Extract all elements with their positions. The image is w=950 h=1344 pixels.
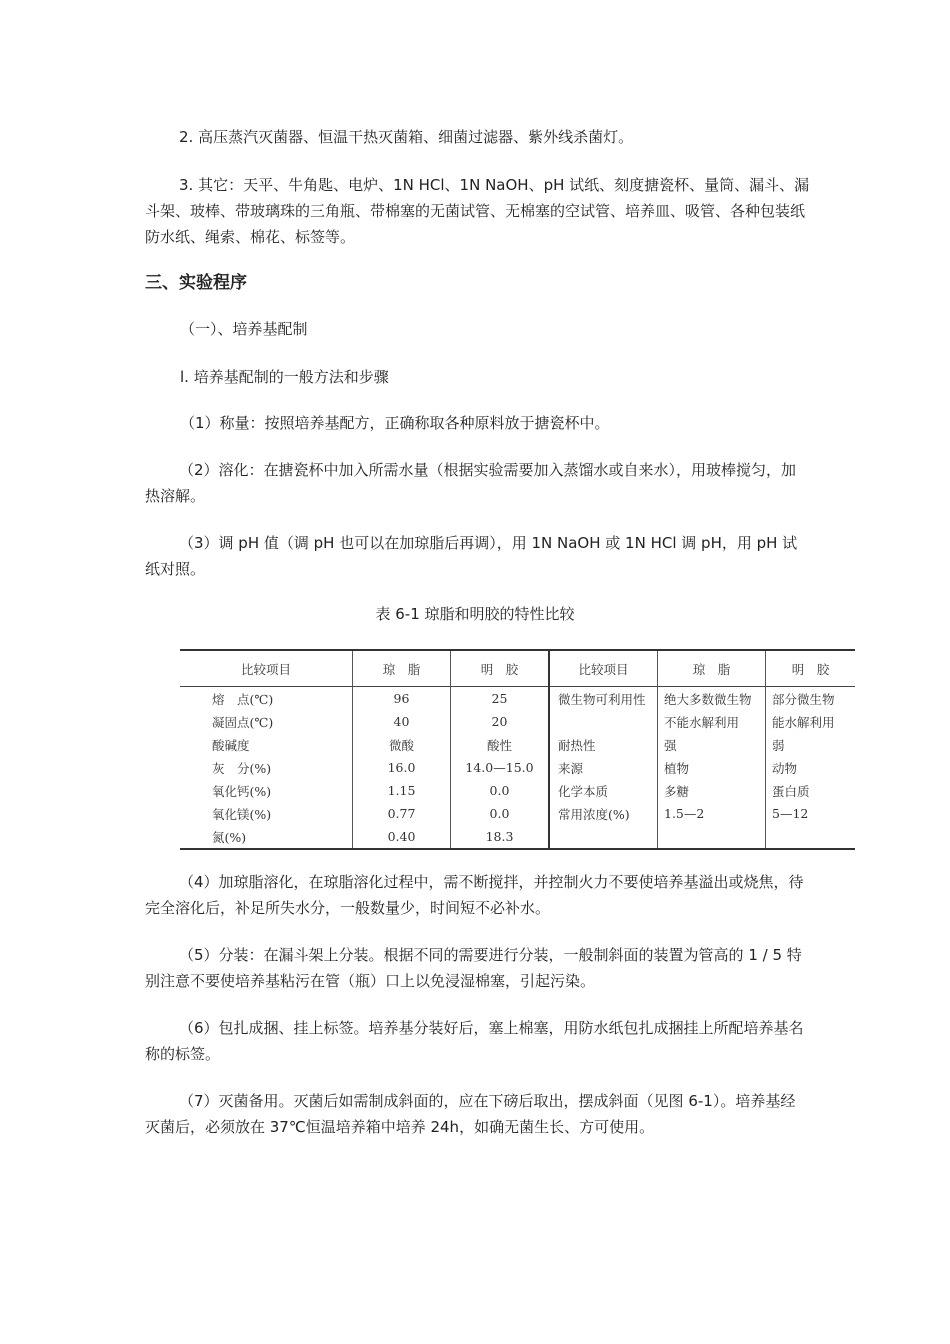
table-row <box>180 802 855 825</box>
table-cell: 40 <box>353 710 451 733</box>
table-cell: 0.0 <box>451 802 550 825</box>
header-cell: 琼 脂 <box>353 650 451 687</box>
table-cell: 20 <box>451 710 550 733</box>
header-cell: 比较项目 <box>180 650 353 687</box>
table-cell: 灰 分(%) <box>212 760 272 776</box>
table-cell: 常用浓度(%) <box>549 802 658 825</box>
header-cell: 明 胶 <box>451 650 550 687</box>
section-heading: 三、实验程序 <box>145 273 247 293</box>
table-cell: 来源 <box>549 756 658 779</box>
table-row <box>180 733 855 756</box>
table-cell: 能水解利用 <box>766 710 856 733</box>
paragraph-equipment-2: 2. 高压蒸汽灭菌器、恒温干热灭菌箱、细菌过滤器、紫外线杀菌灯。 <box>179 128 634 146</box>
table-cell: 绝大多数微生物 <box>658 687 766 711</box>
table-cell: 0.77 <box>353 802 451 825</box>
step-2: （2）溶化：在搪瓷杯中加入所需水量（根据实验需要加入蒸馏水或自来水），用玻棒搅匀，加热溶解。 <box>145 461 797 505</box>
table-row <box>180 687 855 711</box>
step-4: （4）加琼脂溶化，在琼脂溶化过程中，需不断搅拌，并控制火力不要使培养基溢出或烧焦，待完全溶化后，补足所失水分，一般数量少，时间短不必补水。 <box>145 873 804 917</box>
table-cell <box>549 710 658 733</box>
table-cell: 14.0—15.0 <box>451 756 550 779</box>
table-cell: 动物 <box>766 756 856 779</box>
step-list-title: l. 培养基配制的一般方法和步骤 <box>180 368 389 386</box>
table-cell: 不能水解利用 <box>658 710 766 733</box>
table-cell: 熔 点(℃) <box>212 691 274 707</box>
table-cell: 部分微生物 <box>766 687 856 711</box>
table-cell: 0.0 <box>451 779 550 802</box>
table-cell: 1.5—2 <box>658 802 766 825</box>
table-cell: 酸碱度 <box>212 737 250 753</box>
table-row <box>180 779 855 802</box>
table-cell: 氧化钙(%) <box>212 783 272 799</box>
table-cell: 氧化镁(%) <box>212 806 272 822</box>
table-cell: 多糖 <box>658 779 766 802</box>
table-header-row <box>180 650 855 687</box>
paragraph-equipment-3: 3. 其它：天平、牛角匙、电炉、1N HCl、1N NaOH、pH 试纸、刻度搪瓷杯、量筒、漏斗、漏斗架、玻棒、带玻璃珠的三角瓶、带棉塞的无菌试管、无棉塞的空试管、培养皿、吸管、各种包装纸防水纸、绳索、棉花、标签等。 <box>145 176 810 246</box>
table-cell: 16.0 <box>353 756 451 779</box>
table-cell: 强 <box>658 733 766 756</box>
table-cell: 蛋白质 <box>766 779 856 802</box>
table-cell <box>766 825 856 849</box>
table-caption: 表 6-1 琼脂和明胶的特性比较 <box>375 605 575 623</box>
table-cell: 酸性 <box>451 733 550 756</box>
table-cell: 0.40 <box>353 825 451 849</box>
step-5: （5）分装：在漏斗架上分装。根据不同的需要进行分装，一般制斜面的装置为管高的 1 / 5 特别注意不要使培养基粘污在管（瓶）口上以免浸湿棉塞，引起污染。 <box>145 946 802 990</box>
table-cell: 凝固点(℃) <box>212 714 274 730</box>
table-cell: 96 <box>353 687 451 711</box>
table-cell: 植物 <box>658 756 766 779</box>
table-cell: 18.3 <box>451 825 550 849</box>
comparison-table <box>180 649 855 847</box>
table-cell: 微生物可利用性 <box>549 687 658 711</box>
header-cell: 琼 脂 <box>658 650 766 687</box>
step-3: （3）调 pH 值（调 pH 也可以在加琼脂后再调），用 1N NaOH 或 1N HCl 调 pH，用 pH 试纸对照。 <box>145 534 798 578</box>
step-1: （1）称量：按照培养基配方，正确称取各种原料放于搪瓷杯中。 <box>180 414 610 432</box>
table-cell: 25 <box>451 687 550 711</box>
table-row <box>180 710 855 733</box>
header-cell: 比较项目 <box>549 650 658 687</box>
table-cell: 化学本质 <box>549 779 658 802</box>
table-cell: 5—12 <box>766 802 856 825</box>
table-cell: 微酸 <box>353 733 451 756</box>
step-6: （6）包扎成捆、挂上标签。培养基分装好后，塞上棉塞，用防水纸包扎成捆挂上所配培养基名称的标签。 <box>145 1019 804 1063</box>
table-row <box>180 756 855 779</box>
subsection-title: （一）、培养基配制 <box>180 320 308 338</box>
table-cell: 耐热性 <box>549 733 658 756</box>
table-cell <box>549 825 658 849</box>
table-row <box>180 825 855 849</box>
table-cell: 1.15 <box>353 779 451 802</box>
header-cell: 明 胶 <box>766 650 856 687</box>
table-cell: 弱 <box>766 733 856 756</box>
step-7: （7）灭菌备用。灭菌后如需制成斜面的，应在下磅后取出，摆成斜面（见图 6-1）。培养基经灭菌后，必须放在 37℃恒温培养箱中培养 24h，如确无菌生长、方可使用。 <box>145 1092 796 1136</box>
table-cell: 氮(%) <box>180 825 353 849</box>
table-cell <box>658 825 766 849</box>
